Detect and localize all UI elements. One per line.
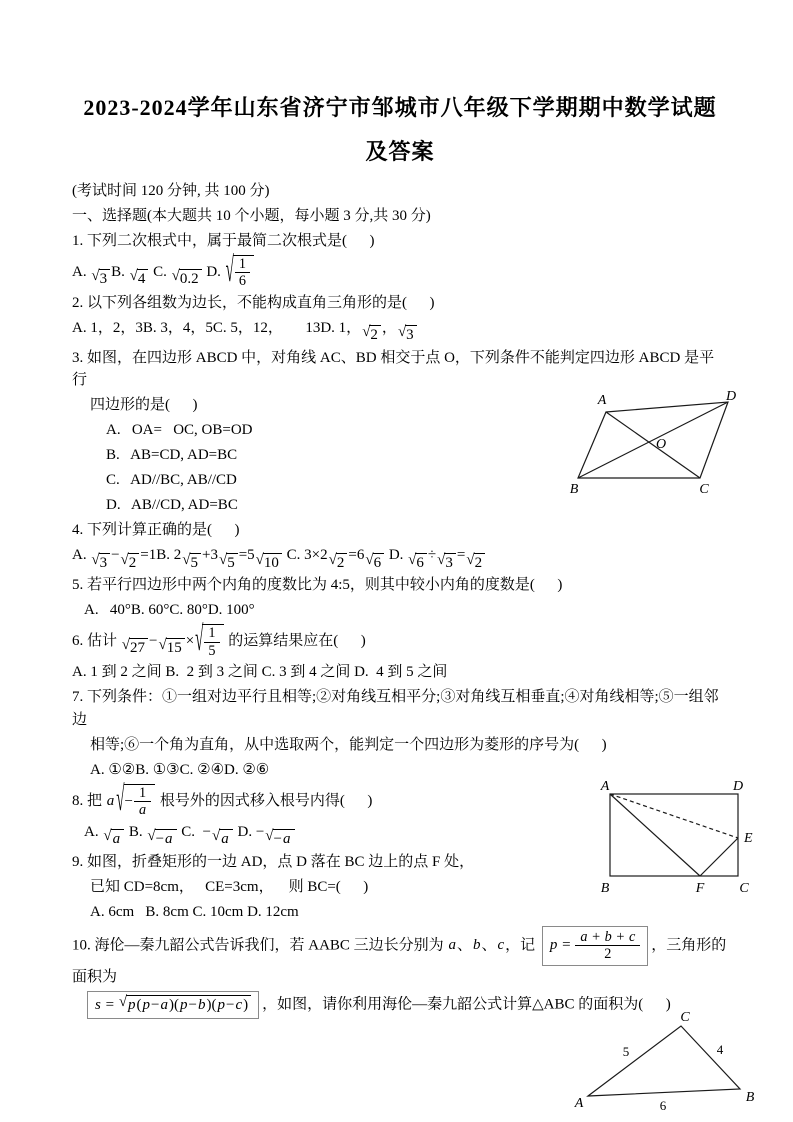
vertex-label-c: C xyxy=(680,1010,690,1025)
vertex-label-b: B xyxy=(569,482,579,497)
radicand: 5 xyxy=(190,553,202,572)
radical-expression xyxy=(172,269,202,288)
radical-expression xyxy=(91,553,110,572)
radical-sign: √ xyxy=(466,551,475,568)
radicand: 3 xyxy=(99,269,111,288)
q10-stem-line2: s = √ p(p−a)(p−b)(p−c) ，如图，请你利用海伦—秦九韶公式计算△ABC 的面积为( ) xyxy=(72,991,728,1020)
q5-stem: 5. 若平行四边形中两个内角的度数比为 4:5，则其中较小内角的度数是( ) xyxy=(72,577,563,594)
q3-option-a: A. OA= OC, OB=OD xyxy=(106,422,253,439)
equation-box: s = √ p(p−a)(p−b)(p−c) xyxy=(87,991,259,1020)
fraction-denominator: 5 xyxy=(208,642,216,659)
fraction-numerator: 1 xyxy=(134,785,151,802)
diagonal-bd xyxy=(578,402,728,478)
radical-sign: √ xyxy=(265,828,274,845)
radicand: p(p−a)(p−b)(p−c) xyxy=(126,995,251,1014)
radical-sign: √ xyxy=(158,637,167,654)
diagonal-ac xyxy=(606,412,700,478)
vertex-label-a: A xyxy=(574,1096,584,1111)
parallelogram-figure xyxy=(566,390,744,502)
q6-stem: 6. 估计 √ 27 − √ 15 × √ $\frac{1}{5}$ 的运算结果应在( ) xyxy=(72,621,366,660)
fraction-denominator: 2 xyxy=(604,946,612,963)
fold-crease-ae xyxy=(610,794,738,838)
math-variable: p xyxy=(549,937,558,954)
radicand: 2 xyxy=(128,553,140,572)
fraction xyxy=(575,929,640,963)
vertex-label-f: F xyxy=(695,881,705,896)
radical-sign: √ xyxy=(182,551,191,568)
radical-expression xyxy=(130,269,149,288)
math-variable: a xyxy=(112,831,121,848)
q2-options: A. 1，2，3B. 3，4，5C. 5，12， 13D. 1， √ 2 ， √ 3 xyxy=(72,317,728,344)
radicand: 5 xyxy=(226,553,238,572)
q4-stem: 4. 下列计算正确的是( ) xyxy=(72,522,240,539)
math-variable: a xyxy=(283,831,291,848)
radicand: 2 xyxy=(474,553,486,572)
math-variable: c xyxy=(235,997,243,1014)
vertex-label-a: A xyxy=(597,393,607,408)
exam-info: (考试时间 120 分钟, 共 100 分) xyxy=(72,183,270,199)
fraction xyxy=(204,625,219,659)
math-variable: b xyxy=(197,997,206,1014)
radical-sign: √ xyxy=(212,828,221,845)
radical-sign: √ xyxy=(129,268,138,284)
q9-options: A. 6cm B. 8cm C. 10cm D. 12cm xyxy=(90,903,299,920)
radical-expression xyxy=(122,638,148,657)
radical-sign: √ xyxy=(195,621,204,660)
triangle-outline xyxy=(588,1026,740,1096)
q5-options: A. 40°B. 60°C. 80°D. 100° xyxy=(84,602,255,619)
radical-sign: √ xyxy=(103,828,112,845)
segment-af xyxy=(610,794,700,876)
radical-expression xyxy=(398,325,417,344)
radical-sign: √ xyxy=(225,252,234,291)
segment-fe xyxy=(700,838,738,876)
radical-expression xyxy=(103,829,124,848)
math-variable: p xyxy=(142,997,151,1014)
equation-box: p = $\frac{a + b + c}{2}$ xyxy=(542,926,648,966)
math-variable: a xyxy=(448,937,456,954)
radicand: 6 xyxy=(373,553,385,572)
radical-expression xyxy=(212,829,233,848)
radical-sign: √ xyxy=(91,551,100,568)
radical-expression xyxy=(119,995,251,1014)
radicand xyxy=(219,829,233,848)
q7-stem-line2: 相等;⑥一个角为直角，从中选取两个，能判定一个四边形为菱形的序号为( ) xyxy=(90,736,607,753)
q2-stem: 2. 以下列各组数为边长，不能构成直角三角形的是( ) xyxy=(72,295,435,312)
radicand: − $\frac{1}{a}$ xyxy=(124,784,156,819)
math-variable: c xyxy=(497,937,505,954)
radical-sign: √ xyxy=(91,268,100,284)
q9-stem-line2: 已知 CD=8cm， CE=3cm， 则 BC=( ) xyxy=(90,878,369,895)
radicand xyxy=(111,829,125,848)
math-variable: a xyxy=(106,792,115,809)
math-variable: b xyxy=(472,937,481,954)
math-variable: b xyxy=(604,928,612,945)
q4-options: A. √ 3 − √ 2 =1B. 2 √ 5 +3 √ 5 =5 √ 10 C. 3×2 √ 2 =6 √ 6 D. √ 6 ÷ √ 3 = √ 2 xyxy=(72,544,728,571)
vertex-label-c: C xyxy=(739,881,749,896)
fraction-denominator xyxy=(134,802,151,818)
q7-stem-line1: 7. 下列条件：①一组对边平行且相等;②对角线互相平分;③对角线互相垂直;④对角线相等;⑤一组邻边 xyxy=(72,689,719,728)
vertex-label-o: O xyxy=(656,437,667,452)
document-title: 2023-2024学年山东省济宁市邹城市八年级下学期期中数学试题及答案 xyxy=(83,95,717,164)
radical-sign: √ xyxy=(397,324,407,341)
radical-sign: √ xyxy=(171,268,180,284)
q3-stem-line1: 3. 如图，在四边形 ABCD 中，对角线 AC、BD 相交于点 O，下列条件不能判定四边形 ABCD 是平行 xyxy=(72,349,715,389)
radical-expression xyxy=(121,553,140,572)
q6-options: A. 1 到 2 之间 B. 2 到 3 之间 C. 3 到 4 之间 D. 4 到 5 之间 xyxy=(72,664,448,681)
radicand: −a xyxy=(273,829,295,848)
radical-expression xyxy=(329,553,348,572)
radical-expression xyxy=(408,553,427,572)
radical-expression xyxy=(116,781,155,820)
radicand: 6 xyxy=(415,553,427,572)
radicand: 3 xyxy=(405,325,417,344)
radical-expression xyxy=(265,829,294,848)
radical-sign: √ xyxy=(218,551,228,568)
radical-expression xyxy=(219,553,238,572)
math-variable: c xyxy=(628,928,636,945)
radicand xyxy=(202,624,223,659)
radical-expression xyxy=(437,553,456,572)
side-length-ab: 6 xyxy=(659,1098,667,1113)
radical-expression xyxy=(158,638,184,657)
fraction xyxy=(235,256,250,290)
radical-sign: √ xyxy=(362,324,371,341)
q3-stem-line2: 四边形的是( ) xyxy=(90,397,198,414)
radical-sign: √ xyxy=(118,994,128,1011)
math-variable: p xyxy=(180,997,188,1014)
radicand: 2 xyxy=(369,325,381,344)
radicand: 3 xyxy=(99,553,111,572)
fraction-denominator: 6 xyxy=(238,273,247,290)
radical-sign: √ xyxy=(147,828,156,845)
math-variable: p xyxy=(128,997,136,1014)
radical-sign: √ xyxy=(365,551,374,568)
section-heading: 一、选择题(本大题共 10 个小题，每小题 3 分,共 30 分) xyxy=(72,208,431,224)
triangle-figure xyxy=(568,1010,763,1116)
q8-options: A. √ a B. √ −a C. − √ a D. − √ −a xyxy=(72,821,728,848)
math-variable: a xyxy=(580,928,588,945)
vertex-label-b: B xyxy=(745,1090,755,1105)
radical-expression xyxy=(362,325,381,344)
math-variable: s xyxy=(95,996,101,1013)
q1-stem: 1. 下列二次根式中，属于最简二次根式是( ) xyxy=(72,233,375,249)
radicand: 0.2 xyxy=(179,269,202,288)
radical-expression xyxy=(91,269,110,288)
radical-expression xyxy=(182,553,201,572)
math-variable: a xyxy=(138,802,147,819)
radical-expression xyxy=(365,553,384,572)
vertex-label-d: D xyxy=(725,390,737,404)
math-variable: p xyxy=(217,997,225,1014)
radicand: 3 xyxy=(444,553,456,572)
rectangle-outline xyxy=(610,794,738,876)
math-variable: a xyxy=(165,831,173,848)
radical-expression xyxy=(147,829,176,848)
rectangle-fold-figure xyxy=(596,778,768,900)
radical-sign: √ xyxy=(120,551,129,568)
q3-option-d: D. AB//CD, AD=BC xyxy=(106,497,238,514)
radical-sign: √ xyxy=(328,551,337,568)
radicand: −a xyxy=(155,829,177,848)
radical-expression xyxy=(256,553,282,572)
radical-sign: √ xyxy=(408,551,417,568)
vertex-label-c: C xyxy=(699,482,709,497)
radical-sign: √ xyxy=(116,781,125,820)
fraction-numerator: 1 xyxy=(204,625,219,642)
fraction xyxy=(134,785,151,819)
q8-stem: 8. 把 a √ − $\frac{1}{a}$ 根号外的因式移入根号内得( ) xyxy=(72,781,373,820)
fraction-numerator: a + b + c xyxy=(575,929,640,946)
radicand xyxy=(233,255,254,290)
q7-options: A. ①②B. ①③C. ②④D. ②⑥ xyxy=(90,761,270,778)
radical-expression xyxy=(195,621,223,660)
q3-option-c: C. AD//BC, AB//CD xyxy=(106,472,237,489)
q9-stem-line1: 9. 如图，折叠矩形的一边 AD，点 D 落在 BC 边上的点 F 处， xyxy=(72,853,475,870)
vertex-label-d: D xyxy=(732,779,744,794)
q10-stem-line1: 10. 海伦—秦九韶公式告诉我们，若 AABC 三边长分别为 a、b、c，记 p = $\frac{a + b + c}{2}$ ，三角形的面积为 xyxy=(72,926,728,988)
q1-options: A. √ 3 B. √ 4 C. √ 0.2 D. √ $\frac{1}{6}$ xyxy=(72,255,728,290)
radical-sign: √ xyxy=(437,551,446,568)
q3-option-b: B. AB=CD, AD=BC xyxy=(106,447,238,464)
fraction-numerator: 1 xyxy=(235,256,250,273)
side-length-cb: 4 xyxy=(716,1042,724,1057)
radicand: 27 xyxy=(129,638,148,657)
math-variable: a xyxy=(160,997,169,1014)
vertex-label-b: B xyxy=(600,881,610,896)
side-length-ac: 5 xyxy=(622,1044,630,1059)
vertex-label-e: E xyxy=(744,831,753,846)
vertex-label-a: A xyxy=(600,779,610,794)
radicand: 2 xyxy=(336,553,348,572)
radicand: 15 xyxy=(166,638,185,657)
radical-sign: √ xyxy=(255,551,264,568)
radical-expression xyxy=(225,252,254,291)
radicand: 4 xyxy=(137,269,149,288)
radicand: 10 xyxy=(263,553,282,572)
math-variable: a xyxy=(221,831,229,848)
radical-sign: √ xyxy=(121,637,130,654)
radical-expression xyxy=(466,553,485,572)
